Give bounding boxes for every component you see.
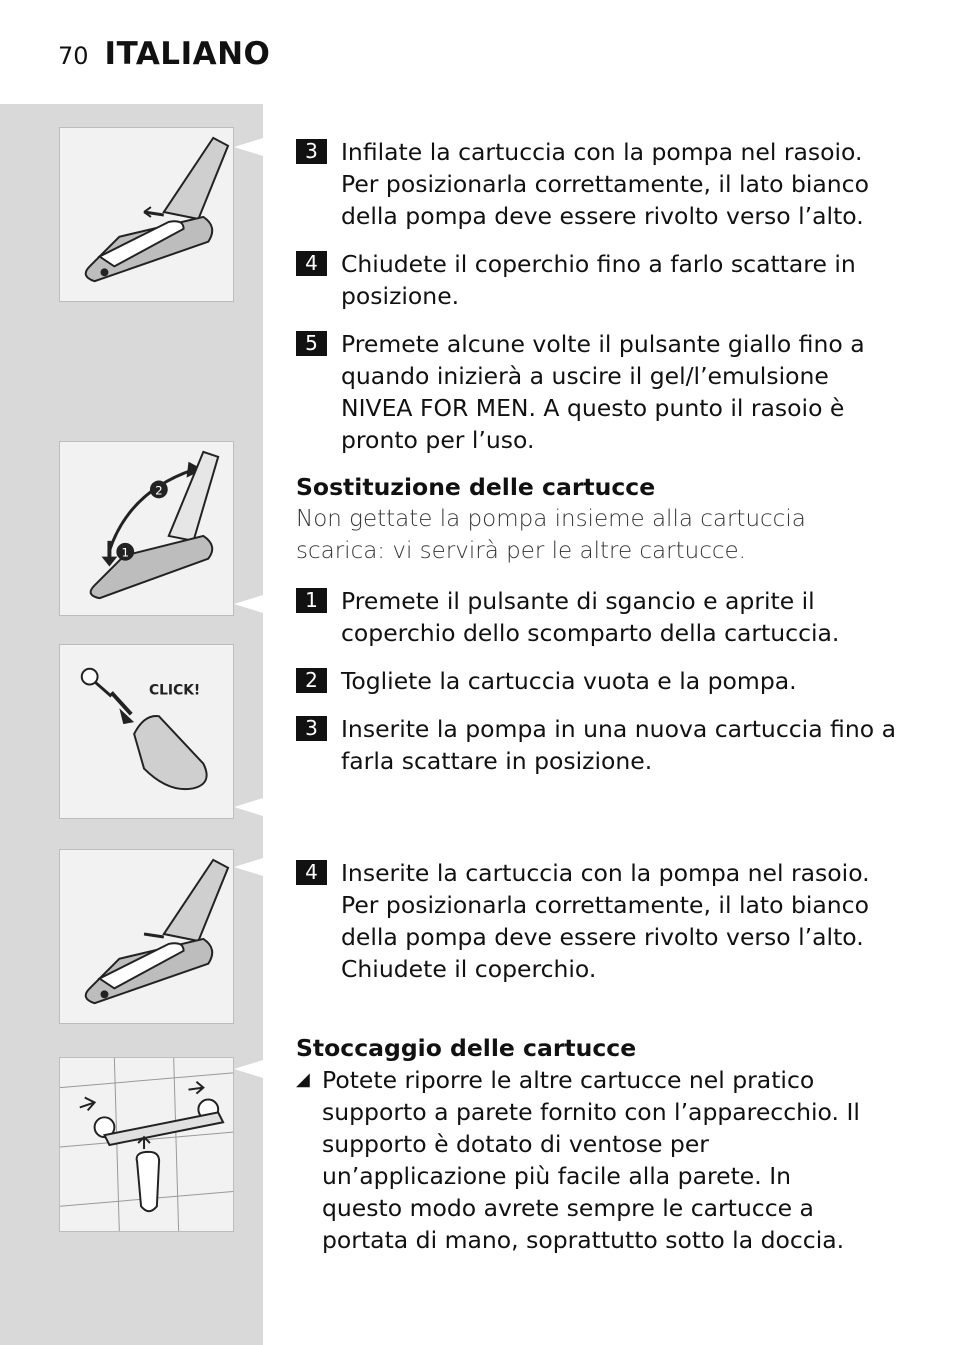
step-text: Premete il pulsante di sgancio e aprite il coperchio dello scomparto della cartuccia. xyxy=(341,587,840,647)
step-wrapper xyxy=(296,585,896,649)
step-number: 4 xyxy=(296,251,327,276)
pump-cartridge-illustration xyxy=(60,645,233,818)
section-title: Sostituzione delle cartucce xyxy=(296,473,656,501)
step-text: Infilate la cartuccia con la pompa nel rasoio. Per posizionarla correttamente, il lato bianco della pompa deve essere rivolto verso l’alto. xyxy=(341,138,869,230)
figure-pointer xyxy=(234,1060,263,1078)
figure-wall-holder xyxy=(59,1057,234,1232)
page-header xyxy=(58,36,270,72)
wall-holder-illustration xyxy=(60,1058,233,1231)
razor-cartridge-insert-illustration xyxy=(60,850,233,1023)
step-wrapper xyxy=(296,328,896,456)
step-text: Premete alcune volte il pulsante giallo fino a quando inizierà a uscire il gel/l’emulsione NIVEA FOR MEN. A questo punto il rasoio è pronto per l’uso. xyxy=(341,330,865,454)
step-number: 3 xyxy=(296,716,327,741)
step-text: Chiudete il coperchio fino a farlo scattare in posizione. xyxy=(341,250,856,310)
step-text: Inserite la cartuccia con la pompa nel rasoio. Per posizionarla correttamente, il lato bianco della pompa deve essere rivolto verso l’alto. Chiudete il coperchio. xyxy=(341,859,870,983)
page-number: 70 xyxy=(58,42,89,70)
figure-open-cover xyxy=(59,441,234,616)
callout-2: 2 xyxy=(155,483,163,498)
step-item xyxy=(296,248,896,312)
step-item xyxy=(296,713,896,777)
figure-insert-cartridge xyxy=(59,127,234,302)
callout-1: 1 xyxy=(121,545,130,560)
click-label: CLICK! xyxy=(148,682,201,699)
step-item xyxy=(296,665,896,697)
step-text: Inserite la pompa in una nuova cartuccia fino a farla scattare in posizione. xyxy=(341,715,897,775)
razor-release-button-illustration xyxy=(60,442,233,615)
step-number: 2 xyxy=(296,668,327,693)
step-item xyxy=(296,585,896,649)
step-item xyxy=(296,136,896,232)
step-number: 5 xyxy=(296,331,327,356)
language-title: ITALIANO xyxy=(104,36,271,72)
section-intro: Non gettate la pompa insieme alla cartuccia scarica: vi servirà per le altre cartucce. xyxy=(296,506,806,564)
step-item xyxy=(296,328,896,456)
step-wrapper xyxy=(296,665,896,697)
triangle-bullet-icon: ◢ xyxy=(296,1069,310,1090)
step-text: Togliete la cartuccia vuota e la pompa. xyxy=(341,667,797,695)
figure-pump-click xyxy=(59,644,234,819)
step-wrapper xyxy=(296,248,896,312)
step-item xyxy=(296,857,896,985)
replace-section-header xyxy=(296,471,896,567)
step-number: 4 xyxy=(296,860,327,885)
figure-pointer xyxy=(234,798,263,816)
step-number: 3 xyxy=(296,139,327,164)
figure-pointer xyxy=(234,595,263,613)
figure-pointer xyxy=(234,138,263,156)
razor-open-cover-illustration xyxy=(60,128,233,301)
storage-section xyxy=(296,1032,896,1256)
step-wrapper xyxy=(296,857,896,985)
step-wrapper xyxy=(296,713,896,777)
bullet-text: Potete riporre le altre cartucce nel pratico supporto a parete fornito con l’apparecchio. Il supporto è dotato di ventose per un’applicazione più facile alla parete. In questo modo avrete sempre le cartucce a portata di mano, soprattutto sotto la doccia. xyxy=(322,1066,860,1254)
figure-insert-new-cartridge xyxy=(59,849,234,1024)
step-number: 1 xyxy=(296,588,327,613)
bullet-item xyxy=(296,1064,866,1256)
step-list-top xyxy=(296,136,896,232)
section-title: Stoccaggio delle cartucce xyxy=(296,1034,637,1062)
figure-pointer xyxy=(234,858,263,876)
